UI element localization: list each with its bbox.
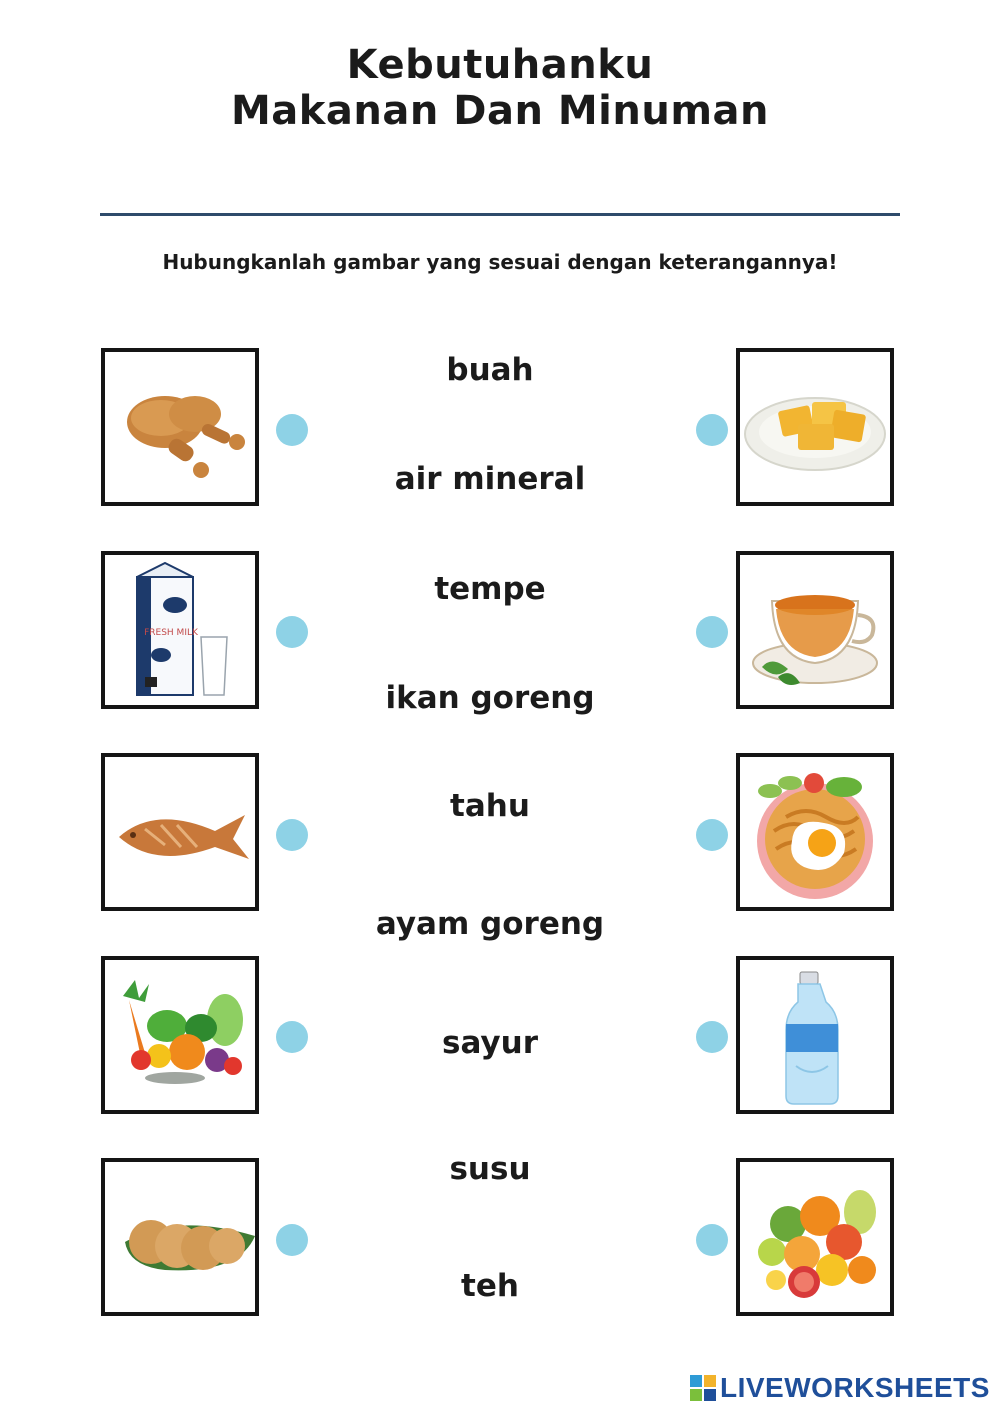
liveworksheets-brand[interactable] — [690, 1372, 990, 1404]
left-match-dot-2[interactable] — [276, 616, 308, 648]
left-image-box-2 — [101, 551, 259, 709]
right-image-box-2 — [736, 551, 894, 709]
tea-cup-icon — [740, 555, 890, 705]
word-buah: buah — [446, 352, 534, 388]
vegetables-icon — [105, 960, 255, 1110]
left-match-dot-3[interactable] — [276, 819, 308, 851]
word-susu: susu — [449, 1151, 531, 1187]
word-tempe: tempe — [434, 571, 546, 607]
fruits-icon — [740, 1162, 890, 1312]
instruction-text: Hubungkanlah gambar yang sesuai dengan keterangannya! — [162, 250, 838, 274]
right-image-box-3 — [736, 753, 894, 911]
right-image-box-1 — [736, 348, 894, 506]
right-match-dot-2[interactable] — [696, 616, 728, 648]
left-match-dot-5[interactable] — [276, 1224, 308, 1256]
liveworksheets-logo-icon — [690, 1375, 716, 1401]
right-match-dot-4[interactable] — [696, 1021, 728, 1053]
fried-chicken-icon — [105, 352, 255, 502]
right-image-box-5 — [736, 1158, 894, 1316]
right-image-box-4 — [736, 956, 894, 1114]
word-sayur: sayur — [442, 1025, 538, 1061]
word-ayam-goreng: ayam goreng — [375, 906, 605, 942]
left-match-dot-1[interactable] — [276, 414, 308, 446]
left-image-box-4 — [101, 956, 259, 1114]
fried-fish-icon — [105, 757, 255, 907]
left-match-dot-4[interactable] — [276, 1021, 308, 1053]
divider-line — [100, 213, 900, 216]
noodles-egg-icon — [740, 757, 890, 907]
right-match-dot-1[interactable] — [696, 414, 728, 446]
right-match-dot-5[interactable] — [696, 1224, 728, 1256]
water-bottle-icon — [740, 960, 890, 1110]
word-ikan-goreng: ikan goreng — [385, 680, 595, 716]
brand-name: LIVEWORKSHEETS — [720, 1372, 990, 1403]
page-title-line1: Kebutuhanku — [346, 42, 654, 88]
left-image-box-3 — [101, 753, 259, 911]
left-image-box-5 — [101, 1158, 259, 1316]
tofu-icon — [740, 352, 890, 502]
page-title-line2: Makanan Dan Minuman — [231, 88, 769, 134]
tempe-icon — [105, 1162, 255, 1312]
milk-label: FRESH MILK — [144, 628, 198, 638]
word-teh: teh — [461, 1268, 519, 1304]
word-air-mineral: air mineral — [394, 461, 586, 497]
left-image-box-1 — [101, 348, 259, 506]
word-tahu: tahu — [450, 788, 530, 824]
milk-carton-icon — [105, 555, 255, 705]
right-match-dot-3[interactable] — [696, 819, 728, 851]
